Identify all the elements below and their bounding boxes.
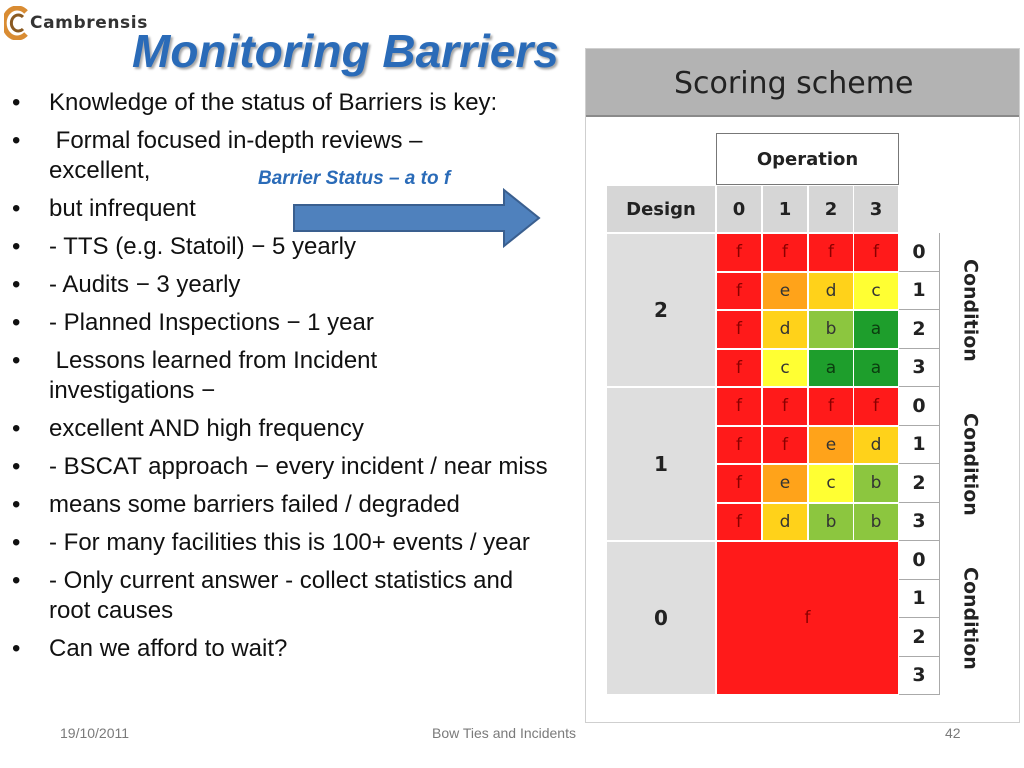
bullet-dot-icon: •: [12, 309, 21, 336]
grade-cell: b: [853, 503, 899, 542]
bullet-text: - TTS (e.g. Statoil) − 5 yearly: [49, 233, 356, 260]
condition-value: 3: [899, 657, 939, 696]
bullet-dot-icon: •: [12, 347, 21, 374]
condition-label: [939, 233, 1001, 387]
grade-cell: f: [716, 541, 899, 695]
condition-value: 1: [899, 272, 939, 311]
grade-cell: c: [853, 272, 899, 311]
grade-cell: f: [716, 426, 762, 465]
bullet-item: [12, 88, 590, 118]
condition-value: 0: [899, 233, 939, 272]
bullet-text: - Audits − 3 yearly: [49, 271, 241, 298]
bullet-item: [12, 566, 590, 626]
condition-value: 0: [899, 387, 939, 426]
bullet-text: excellent AND high frequency: [49, 415, 364, 442]
cambrensis-logo: [2, 4, 148, 44]
bullet-text: but infrequent: [49, 195, 196, 222]
bullet-item: [12, 490, 590, 520]
bullet-text: - Planned Inspections − 1 year: [49, 309, 374, 336]
bullet-text: - For many facilities this is 100+ events / year: [49, 529, 530, 556]
operation-value: 3: [853, 185, 899, 233]
grade-cell: a: [853, 349, 899, 388]
grade-cell: d: [762, 310, 808, 349]
scoring-scheme-header: [586, 49, 1019, 117]
design-value: 2: [606, 233, 716, 387]
bullet-text: Knowledge of the status of Barriers is key:: [49, 89, 498, 116]
bullet-dot-icon: •: [12, 567, 21, 594]
design-value: 0: [606, 541, 716, 695]
grade-cell: d: [762, 503, 808, 542]
grade-cell: f: [808, 387, 854, 426]
bullet-text: Can we afford to wait?: [49, 635, 288, 662]
condition-value: 1: [899, 580, 939, 619]
operation-header: Operation: [716, 133, 899, 185]
grade-cell: a: [808, 349, 854, 388]
bullet-item: [12, 270, 590, 300]
grade-cell: d: [853, 426, 899, 465]
condition-value: 0: [899, 541, 939, 580]
condition-label-text: Condition: [959, 566, 982, 670]
condition-value: 2: [899, 618, 939, 657]
grade-cell: f: [716, 503, 762, 542]
grade-cell: f: [716, 464, 762, 503]
design-value: 1: [606, 387, 716, 541]
grade-cell: f: [716, 310, 762, 349]
operation-value: 1: [762, 185, 808, 233]
condition-value: 1: [899, 426, 939, 465]
design-header: Design: [606, 185, 716, 233]
grade-cell: f: [853, 387, 899, 426]
grade-cell: e: [762, 464, 808, 503]
scoring-scheme-figure: [585, 48, 1020, 723]
condition-label: [939, 541, 1001, 695]
bullet-item: [12, 634, 590, 664]
bullet-text: Formal focused in-depth reviews – excellent,: [49, 127, 430, 184]
bullet-dot-icon: •: [12, 491, 21, 518]
bullet-dot-icon: •: [12, 127, 21, 154]
grade-cell: b: [853, 464, 899, 503]
grade-cell: e: [762, 272, 808, 311]
grade-cell: f: [716, 272, 762, 311]
grade-cell: f: [762, 233, 808, 272]
bullet-dot-icon: •: [12, 195, 21, 222]
grade-cell: f: [762, 387, 808, 426]
grade-cell: f: [808, 233, 854, 272]
grade-cell: e: [808, 426, 854, 465]
operation-value: 0: [716, 185, 762, 233]
right-arrow-icon: [292, 187, 542, 251]
bullet-item: [12, 414, 590, 444]
condition-value: 2: [899, 464, 939, 503]
bullet-item: [12, 528, 590, 558]
grade-cell: f: [716, 387, 762, 426]
bullet-dot-icon: •: [12, 529, 21, 556]
operation-value: 2: [808, 185, 854, 233]
slide-title: Monitoring Barriers: [132, 25, 559, 77]
grade-cell: a: [853, 310, 899, 349]
bullet-dot-icon: •: [12, 89, 21, 116]
footer-date: 19/10/2011: [60, 725, 130, 741]
bullet-dot-icon: •: [12, 233, 21, 260]
bullet-dot-icon: •: [12, 271, 21, 298]
grade-cell: f: [716, 233, 762, 272]
logo-text: Cambrensis: [30, 13, 148, 33]
condition-label: [939, 387, 1001, 541]
grade-cell: f: [853, 233, 899, 272]
grade-cell: c: [808, 464, 854, 503]
barrier-status-annotation: Barrier Status – a to f: [258, 168, 451, 189]
condition-value: 2: [899, 310, 939, 349]
bullet-text: - BSCAT approach − every incident / near miss: [49, 453, 548, 480]
condition-label-text: Condition: [959, 412, 982, 516]
bullet-item: [12, 308, 590, 338]
cambrensis-swirl-icon: [4, 6, 30, 40]
bullet-text: means some barriers failed / degraded: [49, 491, 460, 518]
bullet-text: - Only current answer - collect statistics and root causes: [49, 567, 514, 624]
bullet-dot-icon: •: [12, 635, 21, 662]
grade-cell: d: [808, 272, 854, 311]
bullet-dot-icon: •: [12, 415, 21, 442]
bullet-dot-icon: •: [12, 453, 21, 480]
bullet-item: [12, 452, 590, 482]
grade-cell: b: [808, 503, 854, 542]
grade-cell: b: [808, 310, 854, 349]
condition-value: 3: [899, 349, 939, 388]
footer-title: Bow Ties and Incidents: [432, 725, 576, 741]
footer-page-number: 42: [945, 725, 961, 741]
condition-value: 3: [899, 503, 939, 542]
bullet-item: [12, 346, 590, 406]
scoring-scheme-title: Scoring scheme: [674, 66, 914, 101]
grade-cell: f: [716, 349, 762, 388]
bullet-text: Lessons learned from Incident investigations −: [49, 347, 384, 404]
grade-cell: c: [762, 349, 808, 388]
grade-cell: f: [762, 426, 808, 465]
condition-label-text: Condition: [959, 258, 982, 362]
